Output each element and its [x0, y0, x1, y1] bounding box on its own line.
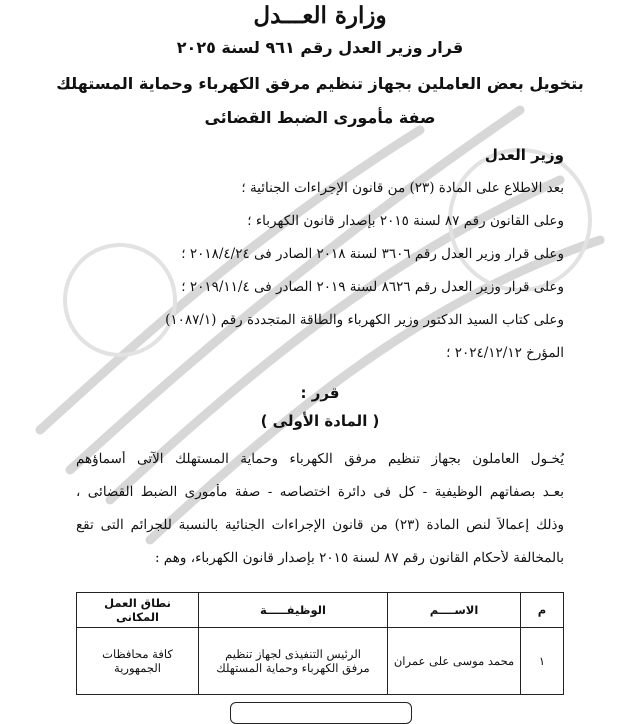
table-row — [77, 628, 564, 695]
preamble-line: وعلى كتاب السيد الدكتور وزير الكهرباء والطاقة المتجددة رقم (١٠٨٧/١) — [165, 312, 564, 328]
cell-job — [199, 628, 388, 695]
table-header-row — [77, 593, 564, 628]
decided-heading: قرر : — [300, 384, 340, 402]
article-line: وذلك إعمالاً لنص المادة (٢٣) من قانون الإجراءات الجنائية بالنسبة للجرائم التى تقع — [76, 517, 564, 533]
job-line-2: مرفق الكهرباء وحماية المستهلك — [216, 661, 370, 675]
article-line: بعـد بصفاتهم الوظيفية - كل فى دائرة اختصاصه - صفة مأمورى الضبط القضائى ، — [76, 484, 564, 500]
decree-subject-line-2: صفة مأمورى الضبط القضائى — [204, 108, 436, 127]
decree-number: قرار وزير العدل رقم ٩٦١ لسنة ٢٠٢٥ — [176, 38, 464, 57]
column-header-job: الوظيفـــــة — [199, 593, 388, 628]
cell-scope: كافة محافظات الجمهورية — [77, 628, 199, 695]
preamble-line: المؤرخ ٢٠٢٤/١٢/١٢ ؛ — [446, 345, 564, 361]
ministry-title: وزارة العـــدل — [253, 2, 387, 29]
preamble-line: وعلى قرار وزير العدل رقم ٨٦٢٦ لسنة ٢٠١٩ الصادر فى ٢٠١٩/١١/٤ ؛ — [181, 279, 564, 295]
article-line: يُخـول العاملون بجهاز تنظيم مرفق الكهرباء وحماية المستهلك الآتى أسماؤهم — [76, 451, 564, 467]
decree-subject-line-1: بتخويل بعض العاملين بجهاز تنظيم مرفق الكهرباء وحماية المستهلك — [56, 74, 584, 93]
cell-no: ١ — [521, 628, 564, 695]
article-line: بالمخالفة لأحكام القانون رقم ٨٧ لسنة ٢٠١٥ بإصدار قانون الكهرباء، وهم : — [154, 550, 564, 566]
cell-name: محمد موسى على عمران — [388, 628, 521, 695]
column-header-scope: نطاق العمل المكانى — [77, 593, 199, 628]
preamble-line: بعد الاطلاع على المادة (٢٣) من قانون الإجراءات الجنائية ؛ — [241, 180, 564, 196]
preamble-line: وعلى قرار وزير العدل رقم ٣٦٠٦ لسنة ٢٠١٨ الصادر فى ٢٠١٨/٤/٢٤ ؛ — [181, 246, 564, 262]
column-header-no: م — [521, 593, 564, 628]
minister-heading: وزير العدل — [484, 146, 564, 164]
preamble-line: وعلى القانون رقم ٨٧ لسنة ٢٠١٥ بإصدار قانون الكهرباء ؛ — [247, 213, 564, 229]
column-header-name: الاســــم — [388, 593, 521, 628]
footer-tab — [230, 702, 412, 724]
article-title: ( المادة الأولى ) — [260, 412, 380, 430]
officers-table — [76, 592, 564, 695]
job-line-1: الرئيس التنفيذى لجهاز تنظيم — [225, 647, 361, 661]
